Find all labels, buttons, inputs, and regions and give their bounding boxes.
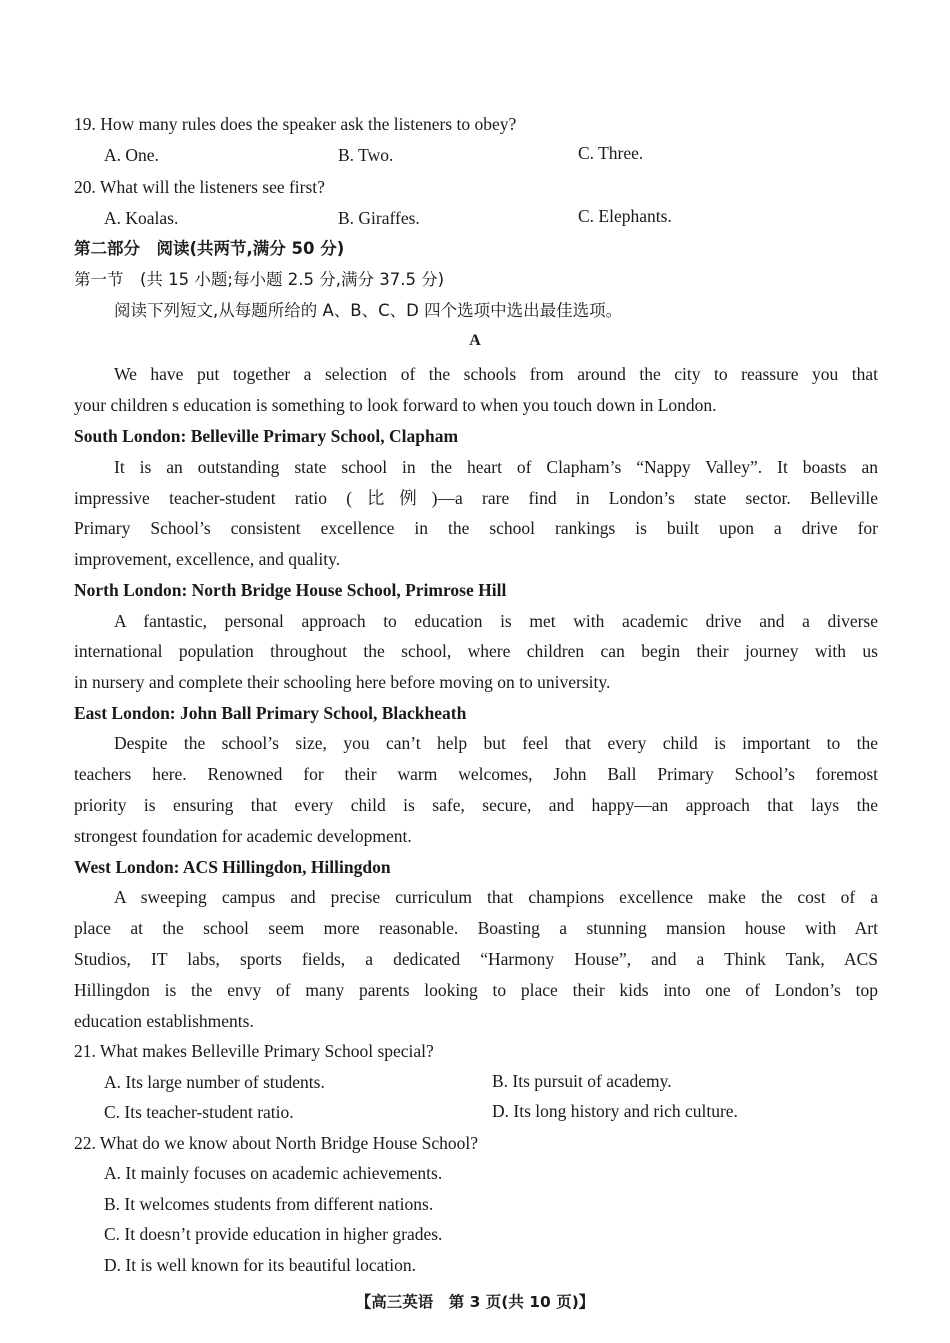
question-22-option-c: C. It doesn’t provide education in higher grades. [104,1224,443,1244]
school-east-line-4: strongest foundation for academic development. [74,826,412,846]
school-heading-north: North London: North Bridge House School, Primrose Hill [74,580,507,600]
question-20-option-b: B. Giraffes. [338,208,420,228]
school-west-line-2: place at the school seem more reasonable. Boasting a stunning mansion house with Art [74,918,878,938]
school-west-line-3: Studios, IT labs, sports fields, a dedicated “Harmony House”, and a Think Tank, ACS [74,949,878,969]
subsection-title: 第一节 (共 15 小题;每小题 2.5 分,满分 37.5 分) [74,270,445,289]
page-footer: 【高三英语 第 3 页(共 10 页)】 [355,1293,595,1311]
school-north-line-1: A fantastic, personal approach to education is met with academic drive and a diverse [114,611,878,631]
school-north-line-3: in nursery and complete their schooling here before moving on to university. [74,672,611,692]
question-22-option-d: D. It is well known for its beautiful location. [104,1255,417,1275]
school-south-line-3: Primary School’s consistent excellence in the school rankings is built upon a drive for [74,518,878,538]
school-north-line-2: international population throughout the school, where children can begin their journey with us [74,641,878,661]
question-19-option-b: B. Two. [338,145,394,165]
school-east-line-1: Despite the school’s size, you can’t help but feel that every child is important to the [114,733,878,753]
school-west-line-1: A sweeping campus and precise curriculum that champions excellence make the cost of a [114,887,878,907]
question-22-option-b: B. It welcomes students from different nations. [104,1194,434,1214]
question-20-stem: 20. What will the listeners see first? [74,177,325,197]
question-21-option-b: B. Its pursuit of academy. [492,1071,672,1091]
passage-label: A [469,332,481,349]
question-21-option-c: C. Its teacher-student ratio. [104,1102,294,1122]
question-20-option-c: C. Elephants. [578,206,672,226]
passage-intro-line-1: We have put together a selection of the schools from around the city to reassure you that [114,364,878,384]
passage-intro-line-2: your children s education is something to look forward to when you touch down in London. [74,395,717,415]
school-east-line-3: priority is ensuring that every child is safe, secure, and happy—an approach that lays the [74,795,878,815]
school-west-line-4: Hillingdon is the envy of many parents looking to place their kids into one of London’s top [74,980,878,1000]
question-22-option-a: A. It mainly focuses on academic achievements. [104,1163,443,1183]
question-19-option-c: C. Three. [578,143,644,163]
part-title: 第二部分 阅读(共两节,满分 50 分) [74,239,345,258]
school-south-line-4: improvement, excellence, and quality. [74,549,341,569]
question-22-stem: 22. What do we know about North Bridge House School? [74,1133,479,1153]
school-heading-east: East London: John Ball Primary School, Blackheath [74,703,467,723]
school-south-line-2: impressive teacher-student ratio (比例)—a rare find in London’s state sector. Belleville [74,488,878,508]
question-20-option-a: A. Koalas. [104,208,179,228]
question-21-option-d: D. Its long history and rich culture. [492,1101,738,1121]
instruction-text: 阅读下列短文,从每题所给的 A、B、C、D 四个选项中选出最佳选项。 [114,301,623,320]
question-19-option-a: A. One. [104,145,159,165]
school-east-line-2: teachers here. Renowned for their warm welcomes, John Ball Primary School’s foremost [74,764,878,784]
school-heading-south: South London: Belleville Primary School, Clapham [74,426,459,446]
school-south-line-1: It is an outstanding state school in the heart of Clapham’s “Nappy Valley”. It boasts an [114,457,878,477]
question-21-stem: 21. What makes Belleville Primary School special? [74,1041,434,1061]
school-heading-west: West London: ACS Hillingdon, Hillingdon [74,857,391,877]
question-21-option-a: A. Its large number of students. [104,1072,325,1092]
school-west-line-5: education establishments. [74,1011,254,1031]
question-19-stem: 19. How many rules does the speaker ask the listeners to obey? [74,114,517,134]
